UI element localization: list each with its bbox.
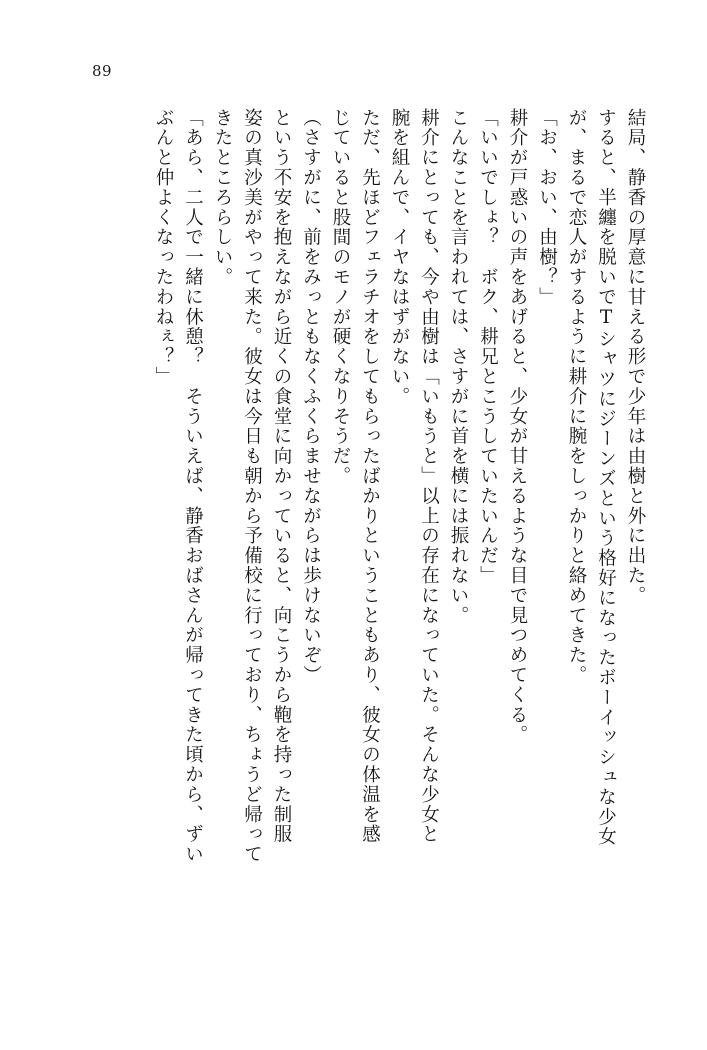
text-column: 耕介にとっても、今や由樹は「いもうと」以上の存在になっていた。そんな少女と (418, 108, 440, 845)
text-column: ただ、先ほどフェラチオをしてもらったばかりということもあり、彼女の体温を感 (359, 108, 381, 845)
text-column: （さすがに、前をみっともなくふくらませながらは歩けないぞ） (300, 108, 322, 686)
text-column: 姿の真沙美がやって来た。彼女は今日も朝から予備校に行っており、ちょうど帰って (241, 108, 263, 865)
text-column: じていると股間のモノが硬くなりそうだ。 (330, 108, 351, 487)
text-column: という不安を抱えながら近くの食堂に向かっていると、向こうから鞄を持った制服 (271, 108, 292, 845)
text-column: 「あら、二人で一緒に休憩？ そういえば、静香おばさんが帰ってきた頃から、ずい (182, 108, 204, 865)
text-column: こんなことを言われては、さすがに首を横には振れない。 (448, 108, 469, 626)
text-column: が、まるで恋人がするように耕介に腕をしっかりと絡めてきた。 (566, 108, 587, 686)
text-column: 耕介が戸惑いの声をあげると、少女が甘えるような目で見つめてくる。 (507, 108, 528, 745)
text-column: ぶんと仲よくなったわねぇ？」 (153, 108, 174, 387)
text-column: 「お、おい、由樹？」 (536, 108, 558, 307)
vertical-text-body (60, 108, 650, 988)
text-column: 腕を組んで、イヤなはずがない。 (389, 108, 410, 407)
text-column: すると、半纏を脱いでTシャツにジーンズという格好になったボーイッシュな少女 (595, 108, 617, 847)
text-column: きたところらしい。 (212, 108, 233, 288)
text-column: 結局、静香の厚意に甘える形で少年は由樹と外に出た。 (625, 108, 646, 606)
page-number: 89 (92, 62, 113, 80)
text-column: 「いいでしょ？ ボク、耕兄とこうしていたいんだ」 (477, 108, 499, 586)
